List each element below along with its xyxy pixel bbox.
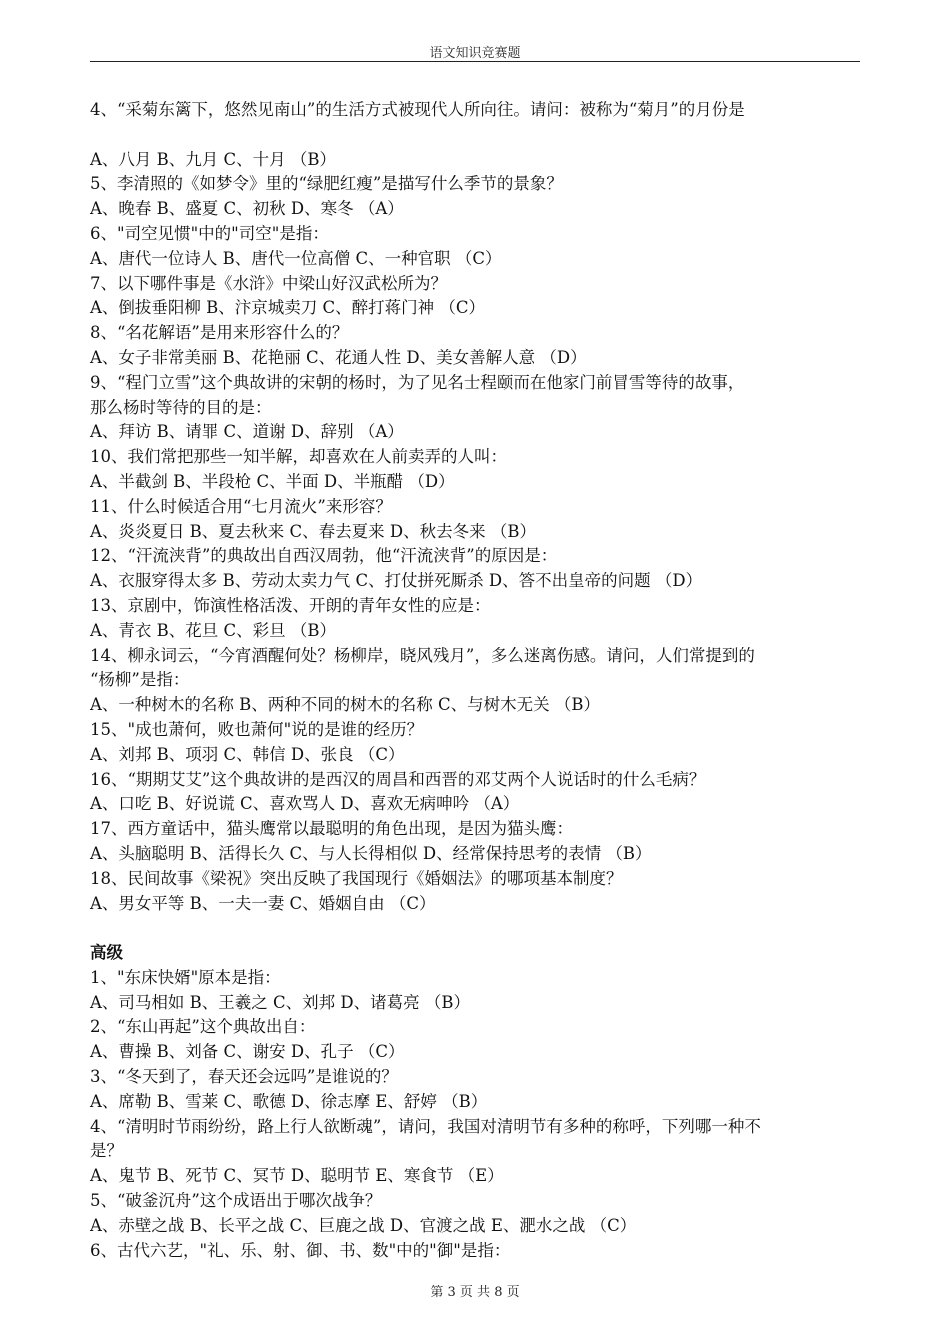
question-block-intermediate (90, 148, 862, 917)
text-line: A、头脑聪明 B、活得长久 C、与人长得相似 D、经常保持思考的表情 （B） (90, 843, 652, 863)
text-line: 14、柳永词云，“今宵酒醒何处？杨柳岸，晓风残月”，多么迷离伤感。请问，人们常提到的 (90, 645, 755, 665)
blank-line (90, 916, 862, 941)
text-line: 12、“汗流浃背”的典故出自西汉周勃，他“汗流浃背”的原因是： (90, 546, 558, 566)
text-line: 17、西方童话中，猫头鹰常以最聪明的角色出现，是因为猫头鹰： (90, 819, 573, 839)
text-line: 13、京剧中，饰演性格活泼、开朗的青年女性的应是： (90, 595, 491, 615)
text-line: 7、以下哪件事是《水浒》中梁山好汉武松所为？ (90, 273, 447, 293)
text-line: A、八月 B、九月 C、十月 （B） (90, 149, 337, 169)
text-line: A、炎炎夏日 B、夏去秋来 C、春去夏来 D、秋去冬来 （B） (90, 521, 536, 541)
text-line: 6、"司空见惯"中的"司空"是指： (90, 223, 329, 243)
text-line: 1、"东床快婿"原本是指： (90, 967, 281, 987)
text-line: A、衣服穿得太多 B、劳动太卖力气 C、打仗拼死厮杀 D、答不出皇帝的问题 （D） (90, 571, 703, 591)
text-line: A、唐代一位诗人 B、唐代一位高僧 C、一种官职 （C） (90, 248, 502, 268)
text-line: A、曹操 B、刘备 C、谢安 D、孔子 （C） (90, 1042, 405, 1062)
text-line: A、女子非常美丽 B、花艳丽 C、花通人性 D、美女善解人意 （D） (90, 347, 587, 367)
text-line: A、一种树木的名称 B、两种不同的树木的名称 C、与树木无关 （B） (90, 695, 601, 715)
page-header: 语文知识竞赛题 (429, 46, 521, 61)
text-line: A、刘邦 B、项羽 C、韩信 D、张良 （C） (90, 744, 405, 764)
section-title: 高级 (90, 943, 123, 963)
text-line: A、男女平等 B、一夫一妻 C、婚姻自由 （C） (90, 893, 436, 913)
text-line: 是？ (90, 1141, 123, 1161)
blank-line (90, 123, 862, 148)
text-line: A、口吃 B、好说谎 C、喜欢骂人 D、喜欢无病呻吟 （A） (90, 794, 520, 814)
text-line: A、拜访 B、请罪 C、道谢 D、辞别 （A） (90, 422, 404, 442)
page-footer: 第 3 页 共 8 页 (430, 1285, 520, 1300)
text-line: A、倒拔垂阳柳 B、汴京城卖刀 C、醉打蒋门神 （C） (90, 298, 486, 318)
text-line: 18、民间故事《梁祝》突出反映了我国现行《婚姻法》的哪项基本制度？ (90, 868, 623, 888)
text-line: A、司马相如 B、王羲之 C、刘邦 D、诸葛亮 （B） (90, 992, 470, 1012)
text-line: 5、李清照的《如梦令》里的“绿肥红瘦”是描写什么季节的景象？ (90, 174, 563, 194)
question-line: 4、“采菊东篱下，悠然见南山”的生活方式被现代人所向往。请问：被称为“菊月”的月份是 (90, 100, 745, 119)
header-divider (90, 61, 860, 62)
text-line: “杨柳”是指： (90, 670, 190, 690)
text-line: 16、“期期艾艾”这个典故讲的是西汉的周昌和西晋的邓艾两个人说话时的什么毛病？ (90, 769, 706, 789)
text-line: 3、“冬天到了，春天还会远吗”是谁说的？ (90, 1067, 398, 1087)
text-line: A、席勒 B、雪莱 C、歌德 D、徐志摩 E、舒婷 （B） (90, 1091, 488, 1111)
question-block-advanced (90, 966, 862, 1264)
text-line: A、赤壁之战 B、长平之战 C、巨鹿之战 D、官渡之战 E、淝水之战 （C） (90, 1215, 637, 1235)
text-line: 9、“程门立雪”这个典故讲的宋朝的杨时，为了见名士程颐而在他家门前冒雪等待的故事， (90, 372, 745, 392)
text-line: 5、“破釜沉舟”这个成语出于哪次战争？ (90, 1191, 382, 1211)
text-line: A、青衣 B、花旦 C、彩旦 （B） (90, 620, 337, 640)
text-line: 2、“东山再起”这个典故出自： (90, 1017, 316, 1037)
text-line: 那么杨时等待的目的是： (90, 397, 272, 417)
text-line: A、晚春 B、盛夏 C、初秋 D、寒冬 （A） (90, 199, 404, 219)
text-line: 10、我们常把那些一知半解，却喜欢在人前卖弄的人叫： (90, 447, 507, 467)
text-line: 8、“名花解语”是用来形容什么的？ (90, 323, 349, 343)
text-line: A、半截剑 B、半段枪 C、半面 D、半瓶醋 （D） (90, 471, 455, 491)
text-line: 4、“清明时节雨纷纷，路上行人欲断魂”，请问，我国对清明节有多种的称呼，下列哪一种不 (90, 1116, 761, 1136)
text-line: 11、什么时候适合用“七月流火”来形容？ (90, 496, 392, 516)
text-line: 15、"成也萧何，败也萧何"说的是谁的经历？ (90, 719, 424, 739)
text-line: A、鬼节 B、死节 C、冥节 D、聪明节 E、寒食节 （E） (90, 1166, 504, 1186)
document-body (90, 98, 862, 1263)
text-line: 6、古代六艺，"礼、乐、射、御、书、数"中的"御"是指： (90, 1240, 511, 1260)
